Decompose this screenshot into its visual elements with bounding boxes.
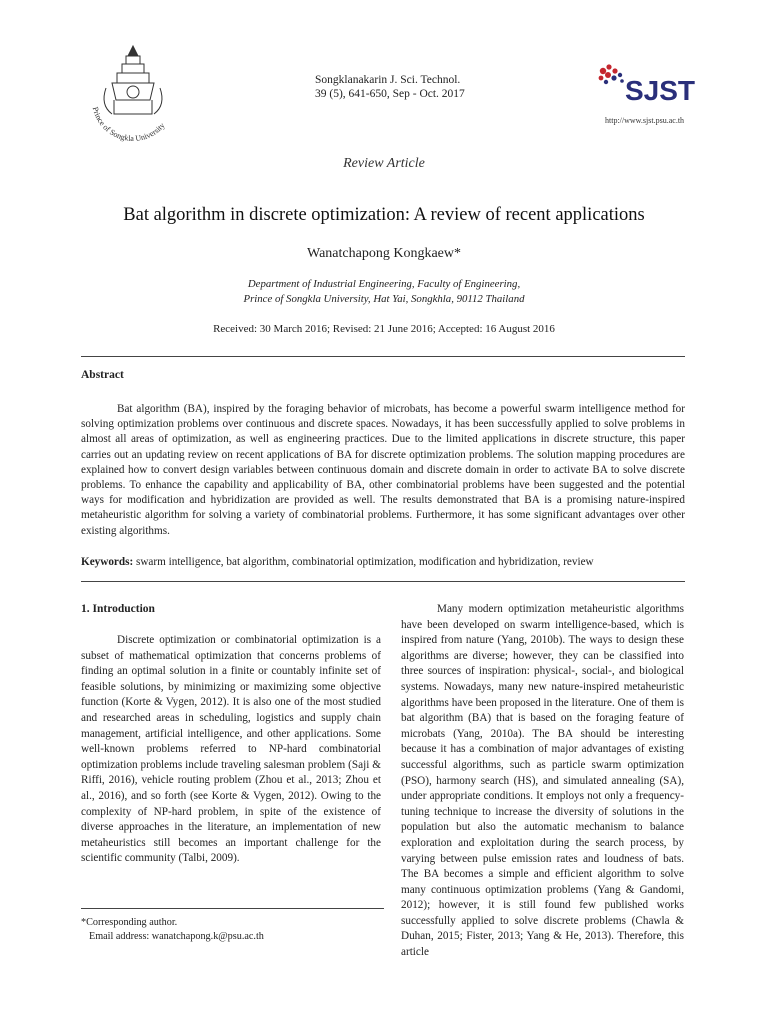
keywords-label: Keywords:: [81, 556, 134, 568]
body-column-left: [81, 633, 381, 867]
sjst-logo: [595, 62, 705, 108]
seal-text: Prince of Songkla University: [90, 105, 167, 144]
abstract-heading: Abstract: [81, 369, 124, 381]
journal-info: [315, 73, 465, 101]
intro-paragraph-2: Many modern optimization metaheuristic algorithms have been developed on swarm intelligence-based, which is inspired from nature (Yang, 2010b). The ways to design these algorithms are diverse; however, they can be classified into three sources of inspiration: physical-, social-, and biological systems. Nowadays, many new nature-inspired metaheuristic algorithms have been proposed in the literature. One of them is bat algorithm (BA) that is based on the foraging feature of microbats (Yang, 2010a). The BA should be interesting because it has a combination of major advantages of existing successful algorithms, such as particle swarm optimization (PSO), harmony search (HS), and simulated annealing (SA), under appropriate conditions. It employs not only a frequency-tuning technique to increase the diversity of solutions in the population but also the automatic mechanism to balance exploration and exploitation during the search process, by varying between pulse emission rates and loudness of bats. The BA becomes a simple and efficient algorithm to solve many continuous optimization problems (Yang & Gandomi, 2012); however, it is still found few published works successfully applied to solve discrete problems (Chawla & Duhan, 2015; Fister, 2013; Yang & He, 2013). Therefore, this article: [401, 603, 684, 959]
email-address: Email address: wanatchapong.k@psu.ac.th: [89, 931, 264, 942]
keywords-text: swarm intelligence, bat algorithm, combinatorial optimization, modification and hybridization, review: [133, 556, 594, 568]
abstract-text: Bat algorithm (BA), inspired by the foraging behavior of microbats, has become a powerful swarm intelligence method for solving optimization problems over continuous and discrete spaces. Nowadays, it has been successfully applied to solve problems in almost all areas of optimization, as well as engineering practices. Due to the limited applications in discrete structure, this paper carries out an updating review on recent applications of BA for discrete optimization problems. The solution mapping procedures are explained how to convert design variables between continuous domain and discrete domain in order to activate BA to solve discrete problems. To enhance the capability and applicability of BA, other combinatorial problems have been suggested and the potential ways for modification and hybridization are provided as well. The results demonstrated that BA is a promising nature-inspired metaheuristic algorithm for solving a variety of combinatorial problems. Furthermore, it has some significant advantages over other existing algorithms.: [81, 403, 685, 537]
corresponding-author-note: *Corresponding author.: [81, 917, 178, 928]
author-name: Wanatchapong Kongkaew*: [307, 246, 461, 261]
affiliation-line-1: Department of Industrial Engineering, Faculty of Engineering,: [247, 278, 521, 290]
article-type: Review Article: [343, 156, 425, 171]
intro-paragraph-1: Discrete optimization or combinatorial optimization is a subset of mathematical optimization that concerns problems of finding an optimal solution in a finite or countably infinite set of feasible solutions, by minimizing or maximizing some objective function (Korte & Vygen, 2012). It is also one of the most studied and researched areas in scheduling, logistics and supply chain management, artificial intelligence, and other applications. Some well-known problems referred to NP-hard combinatorial optimization problems include traveling salesman problem (Saji & Riffi, 2016), vehicle routing problem (Zhou et al., 2013; Zhou et al., 2016), and so forth (see Korte & Vygen, 2012). Owing to the complexity of NP-hard problem, in spite of the existence of diverse approaches in the literature, an implementation of new metaheuristics still becomes an important challenge for the scientific community (Talbi, 2009).: [81, 634, 381, 865]
affiliation-line-2: Prince of Songkla University, Hat Yai, Songkhla, 90112 Thailand: [243, 293, 525, 305]
article-title: Bat algorithm in discrete optimization: A review of recent applications: [123, 205, 645, 225]
footnote: [81, 916, 264, 944]
body-column-right: [401, 602, 684, 961]
section-heading-introduction: 1. Introduction: [81, 603, 155, 615]
abstract-divider: [81, 581, 685, 582]
abstract-body: [81, 402, 685, 539]
article-dates: Received: 30 March 2016; Revised: 21 June 2016; Accepted: 16 August 2016: [213, 323, 555, 335]
svg-text:Prince of Songkla University: [91, 106, 167, 143]
journal-issue: 39 (5), 641-650, Sep - Oct. 2017: [315, 88, 465, 100]
keywords: [81, 556, 685, 568]
journal-url[interactable]: http://www.sjst.psu.ac.th: [605, 116, 685, 125]
footnote-divider: [81, 908, 384, 909]
university-seal-logo: [84, 40, 182, 144]
header-divider: [81, 356, 685, 357]
journal-name: Songklanakarin J. Sci. Technol.: [315, 74, 461, 86]
affiliation: [0, 277, 768, 307]
sjst-logo-text: SJST: [625, 75, 696, 106]
